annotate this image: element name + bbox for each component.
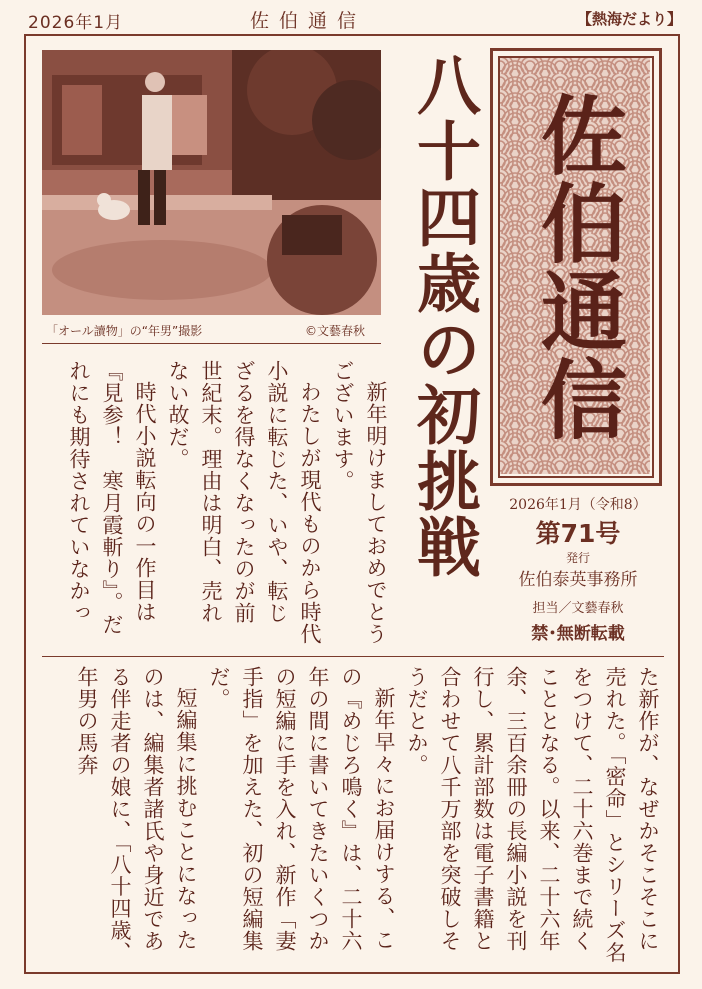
article-paragraph: た新作が、なぜかそこそこに売れた。「密命」とシリーズ名をつけて、二十六巻まで続くこととなる。以来、二十六年余、三百余冊の長編小説を刊行し、累計部数は電子書籍と合わせて八千万部を突破しそうだとか。 <box>405 666 660 964</box>
publisher-contact: 担当／文藝春秋 <box>532 601 624 616</box>
article-paragraph: 新年早々にお届けする、この『めじろ鳴く』は、二十六年の間に書いてきたいくつかの短編に手を入れ、新作「妻手指」を加えた、初の短編集だ。 <box>207 666 396 952</box>
header-title: 佐伯通信 <box>250 10 367 32</box>
masthead-inner-panel <box>498 56 654 478</box>
publisher-name: 佐伯泰英事務所 <box>518 570 638 590</box>
header-tag: 【熱海だより】 <box>576 10 682 28</box>
article-paragraph: 新年明けましておめでとうございます。 <box>331 360 388 645</box>
issue-number: 第71号 <box>535 519 621 548</box>
article-paragraph: わたしが現代ものから時代小説に転じた、いや、転じざるを得なくなったのが前世紀末。理由は明白、売れない故だ。 <box>166 360 322 645</box>
header-date: 2026年1月 <box>28 13 124 33</box>
publisher-label: 発行 <box>565 551 590 565</box>
photo-caption: 「オール讀物」の“年男”撮影 <box>46 324 203 338</box>
article-paragraph: 時代小説転向の一作目は『見参！ 寒月霞斬り』。だれにも期待されていなかっ <box>67 360 157 636</box>
masthead-title: 佐伯通信 <box>526 91 627 443</box>
masthead <box>490 48 662 486</box>
article-bottom-columns <box>42 666 664 966</box>
headline: 八十四歳の初挑戦 <box>406 52 481 580</box>
article-top-columns <box>42 360 392 645</box>
article-paragraph: 短編集に挑むことになったのは、編集者諸氏や身近である伴走者の娘に、「八十四歳、年男の馬奔 <box>75 666 198 964</box>
reprint-notice: 禁･無断転載 <box>531 624 625 644</box>
issue-date: 2026年1月（令和8） <box>509 497 647 513</box>
section-divider <box>42 656 664 657</box>
photo-credit: ©文藝春秋 <box>305 324 366 338</box>
author-photo <box>42 50 381 315</box>
photo-divider <box>42 343 381 344</box>
